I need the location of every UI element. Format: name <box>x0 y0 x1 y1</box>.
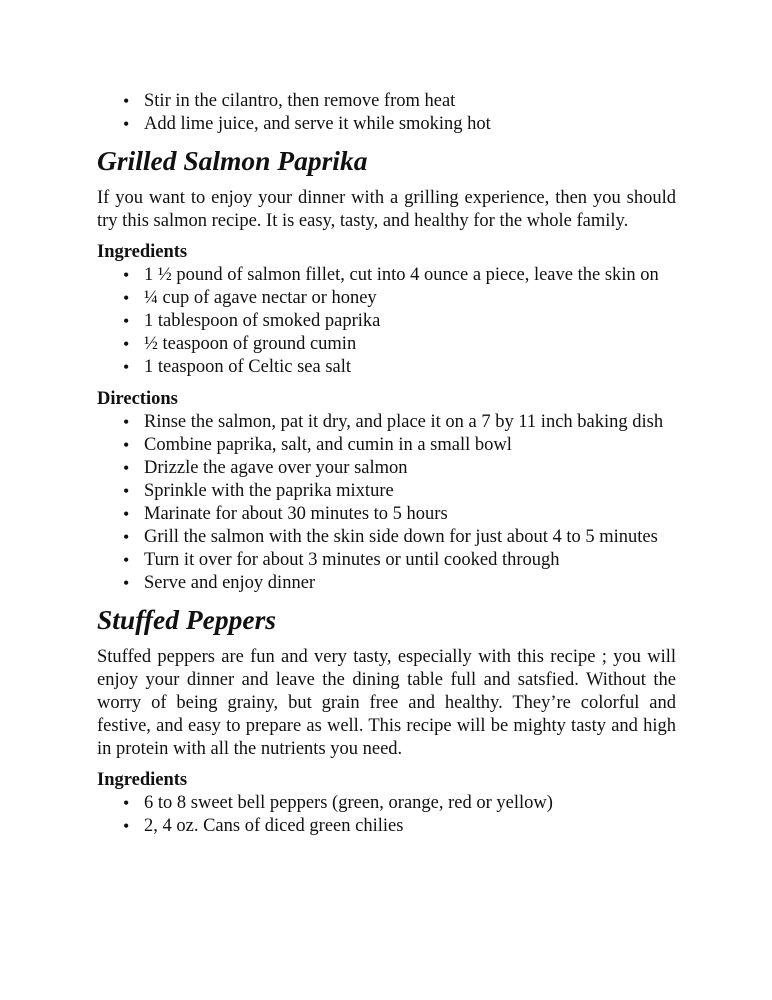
list-item: • 1 teaspoon of Celtic sea salt <box>144 356 676 379</box>
peppers-ingredients-list <box>97 792 676 838</box>
list-item: • ¼ cup of agave nectar or honey <box>144 287 676 310</box>
peppers-intro-paragraph: Stuffed peppers are fun and very tasty, especially with this recipe ; you will enjoy your dinner and leave the dining table full and satsfied. Without the worry of being grainy, but grain free and healthy. They’re colorful and festive, and easy to prepare as well. This recipe will be mighty tasty and high in protein with all the nutrients you need. <box>97 647 676 759</box>
list-item: • Turn it over for about 3 minutes or until cooked through <box>144 549 676 572</box>
salmon-intro-paragraph: If you want to enjoy your dinner with a grilling experience, then you should try this salmon recipe. It is easy, tasty, and healthy for the whole family. <box>97 188 676 231</box>
list-item: • 2, 4 oz. Cans of diced green chilies <box>144 815 676 838</box>
list-item: • 6 to 8 sweet bell peppers (green, orange, red or yellow) <box>144 792 676 815</box>
salmon-ingredients-heading: Ingredients <box>97 242 188 262</box>
peppers-ingredients-heading: Ingredients <box>97 770 188 790</box>
list-item: • Stir in the cilantro, then remove from heat <box>144 90 676 113</box>
salmon-recipe-title: Grilled Salmon Paprika <box>97 145 368 176</box>
list-item: • 1 ½ pound of salmon fillet, cut into 4 ounce a piece, leave the skin on <box>144 264 676 287</box>
list-item: • ½ teaspoon of ground cumin <box>144 333 676 356</box>
salmon-directions-list <box>97 411 676 595</box>
list-item: • Rinse the salmon, pat it dry, and place it on a 7 by 11 inch baking dish <box>144 411 676 434</box>
salmon-directions-heading: Directions <box>97 389 178 409</box>
list-item: • Drizzle the agave over your salmon <box>144 457 676 480</box>
list-item: • Sprinkle with the paprika mixture <box>144 480 676 503</box>
list-item: • Serve and enjoy dinner <box>144 572 676 595</box>
list-item: • Grill the salmon with the skin side down for just about 4 to 5 minutes <box>144 526 676 549</box>
list-item: • Combine paprika, salt, and cumin in a small bowl <box>144 434 676 457</box>
list-item: • Marinate for about 30 minutes to 5 hours <box>144 503 676 526</box>
salmon-ingredients-list <box>97 264 676 379</box>
list-item: • 1 tablespoon of smoked paprika <box>144 310 676 333</box>
previous-recipe-directions-list <box>97 90 676 136</box>
list-item: • Add lime juice, and serve it while smoking hot <box>144 113 676 136</box>
peppers-recipe-title: Stuffed Peppers <box>97 604 276 635</box>
